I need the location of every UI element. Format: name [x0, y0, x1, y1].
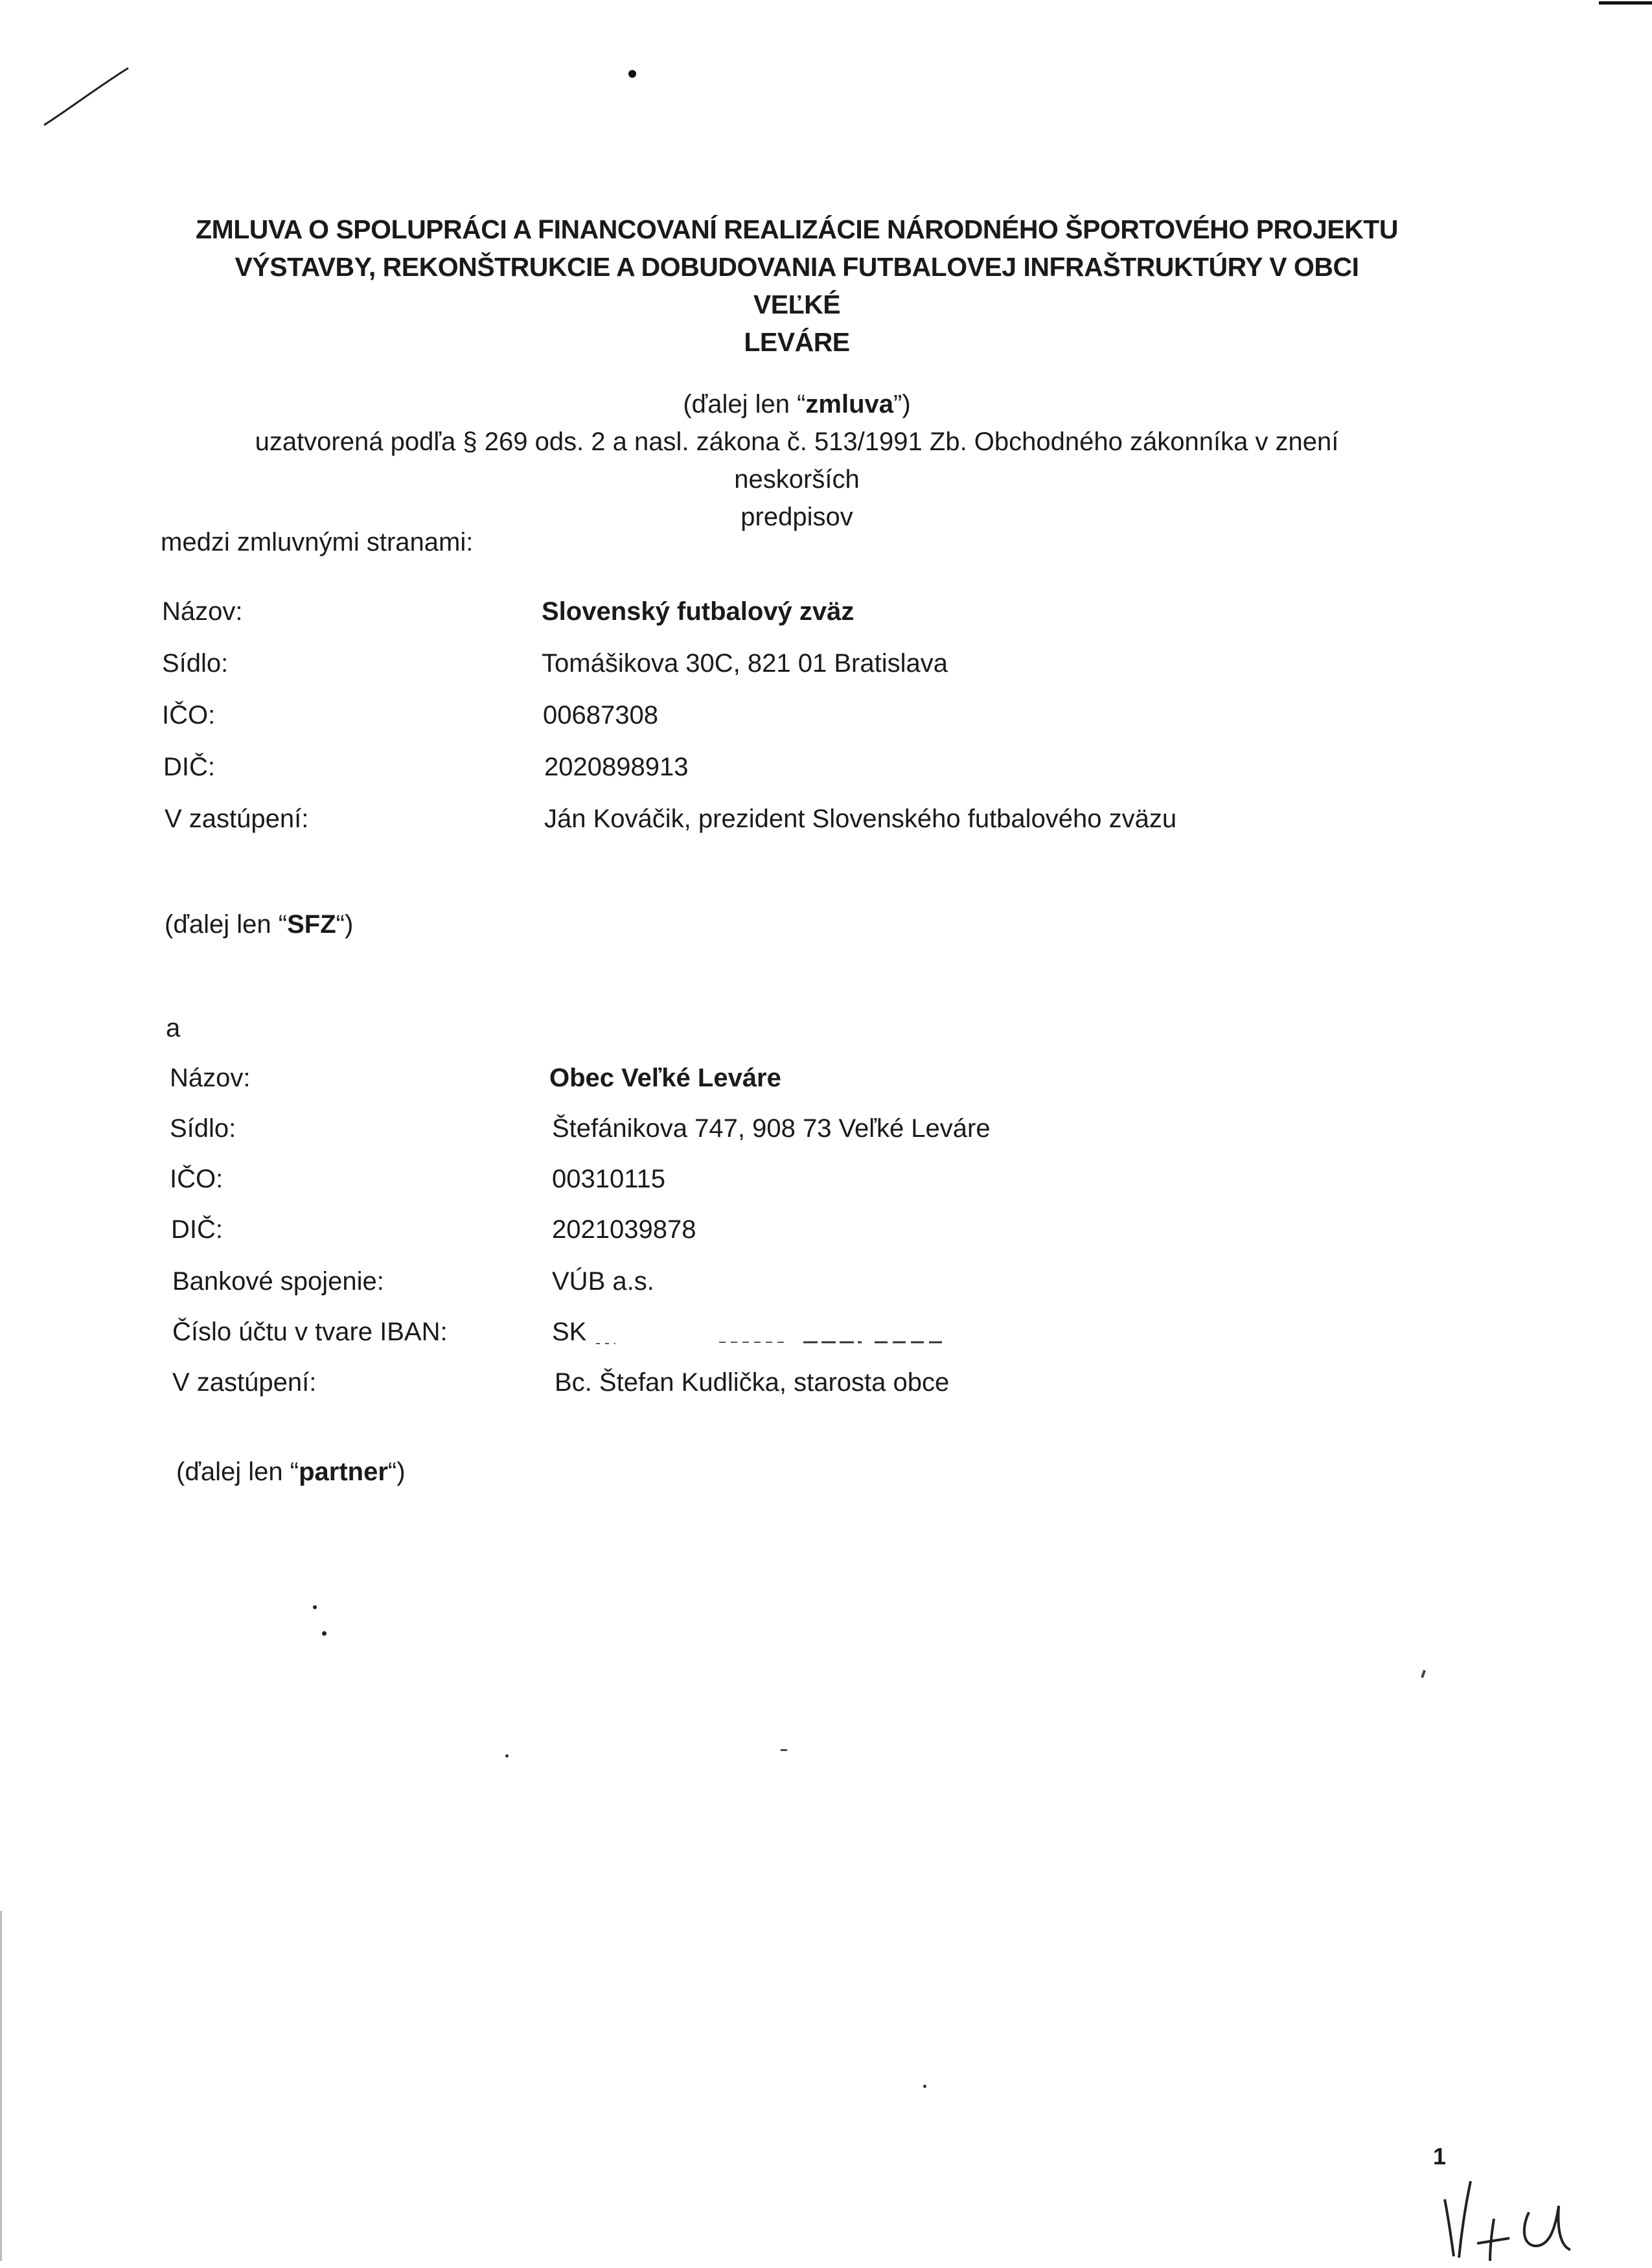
party-1-value: Ján Kováčik, prezident Slovenského futbalového zväzu: [544, 805, 1177, 833]
ref-suffix: “): [387, 1458, 406, 1486]
party-2-value: VÚB a.s.: [552, 1267, 654, 1296]
party-1-value: 2020898913: [544, 753, 689, 781]
scan-speck: [505, 1754, 509, 1758]
iban-prefix: SK: [552, 1318, 587, 1346]
ink-dot: [628, 70, 636, 78]
party-2-reference: [176, 1458, 406, 1487]
subtitle-line-1: [194, 385, 1399, 423]
party-2-value: 2021039878: [552, 1215, 696, 1244]
party-1-label: IČO:: [162, 701, 216, 729]
scan-speck: [313, 1605, 317, 1609]
party-1-label: DIČ:: [163, 753, 215, 781]
ref-term: SFZ: [287, 910, 336, 939]
edge-line-mark: [1599, 1, 1652, 5]
subtitle-term: zmluva: [805, 390, 894, 418]
party-1-label: Sídlo:: [162, 649, 229, 678]
party-2-value: Obec Veľké Leváre: [549, 1064, 781, 1092]
party-2-value: 00310115: [552, 1165, 665, 1193]
contract-title: [194, 211, 1399, 361]
subtitle-line-3: predpisov: [740, 503, 853, 531]
subtitle-line-2: uzatvorená podľa § 269 ods. 2 a nasl. zákona č. 513/1991 Zb. Obchodného zákonníka v znení neskorších: [255, 428, 1339, 494]
ref-suffix: “): [336, 910, 354, 939]
contract-subtitle: [194, 385, 1399, 536]
party-1-value: 00687308: [543, 701, 658, 729]
iban-redaction-dashes: [590, 1334, 952, 1347]
party-1-label: Názov:: [162, 597, 243, 626]
title-line-3: LEVÁRE: [744, 327, 850, 357]
ref-term: partner: [299, 1458, 388, 1486]
ref-prefix: (ďalej len “: [165, 910, 288, 939]
left-edge-shadow: [0, 1911, 2, 2261]
party-2-value: Bc. Štefan Kudlička, starosta obce: [555, 1368, 950, 1397]
subtitle-suffix: ”): [893, 390, 911, 418]
ref-prefix: (ďalej len “: [176, 1458, 299, 1486]
scan-speck: [781, 1749, 787, 1751]
pen-stroke-mark: [39, 62, 136, 133]
title-line-2: VÝSTAVBY, REKONŠTRUKCIE A DOBUDOVANIA FUTBALOVEJ INFRAŠTRUKTÚRY V OBCI VEĽKÉ: [235, 252, 1359, 319]
handwritten-initials: [1432, 2173, 1587, 2264]
party-2-label: Názov:: [170, 1064, 251, 1092]
parties-intro: medzi zmluvnými stranami:: [161, 528, 474, 556]
party-2-value: Štefánikova 747, 908 73 Veľké Leváre: [552, 1114, 991, 1143]
scan-speck: [1421, 1670, 1426, 1678]
title-line-1: ZMLUVA O SPOLUPRÁCI A FINANCOVANÍ REALIZÁCIE NÁRODNÉHO ŠPORTOVÉHO PROJEKTU: [196, 214, 1398, 244]
party-1-reference: [165, 910, 353, 939]
party-2-value: [552, 1316, 586, 1347]
subtitle-prefix: (ďalej len “: [683, 390, 806, 418]
scan-speck: [322, 1631, 327, 1636]
party-1-label: V zastúpení:: [165, 805, 309, 833]
page-number: 1: [1433, 2143, 1447, 2170]
conjunction: a: [166, 1014, 181, 1042]
party-2-label: Číslo účtu v tvare IBAN:: [172, 1318, 448, 1346]
party-2-label: DIČ:: [171, 1215, 223, 1244]
party-1-value: Tomášikova 30C, 821 01 Bratislava: [542, 649, 948, 678]
party-2-label: IČO:: [170, 1165, 224, 1193]
scan-speck: [923, 2085, 926, 2088]
party-2-label: Sídlo:: [170, 1114, 236, 1143]
party-2-label: V zastúpení:: [172, 1368, 317, 1397]
party-1-value: Slovenský futbalový zväz: [542, 597, 855, 626]
party-2-label: Bankové spojenie:: [172, 1267, 384, 1296]
